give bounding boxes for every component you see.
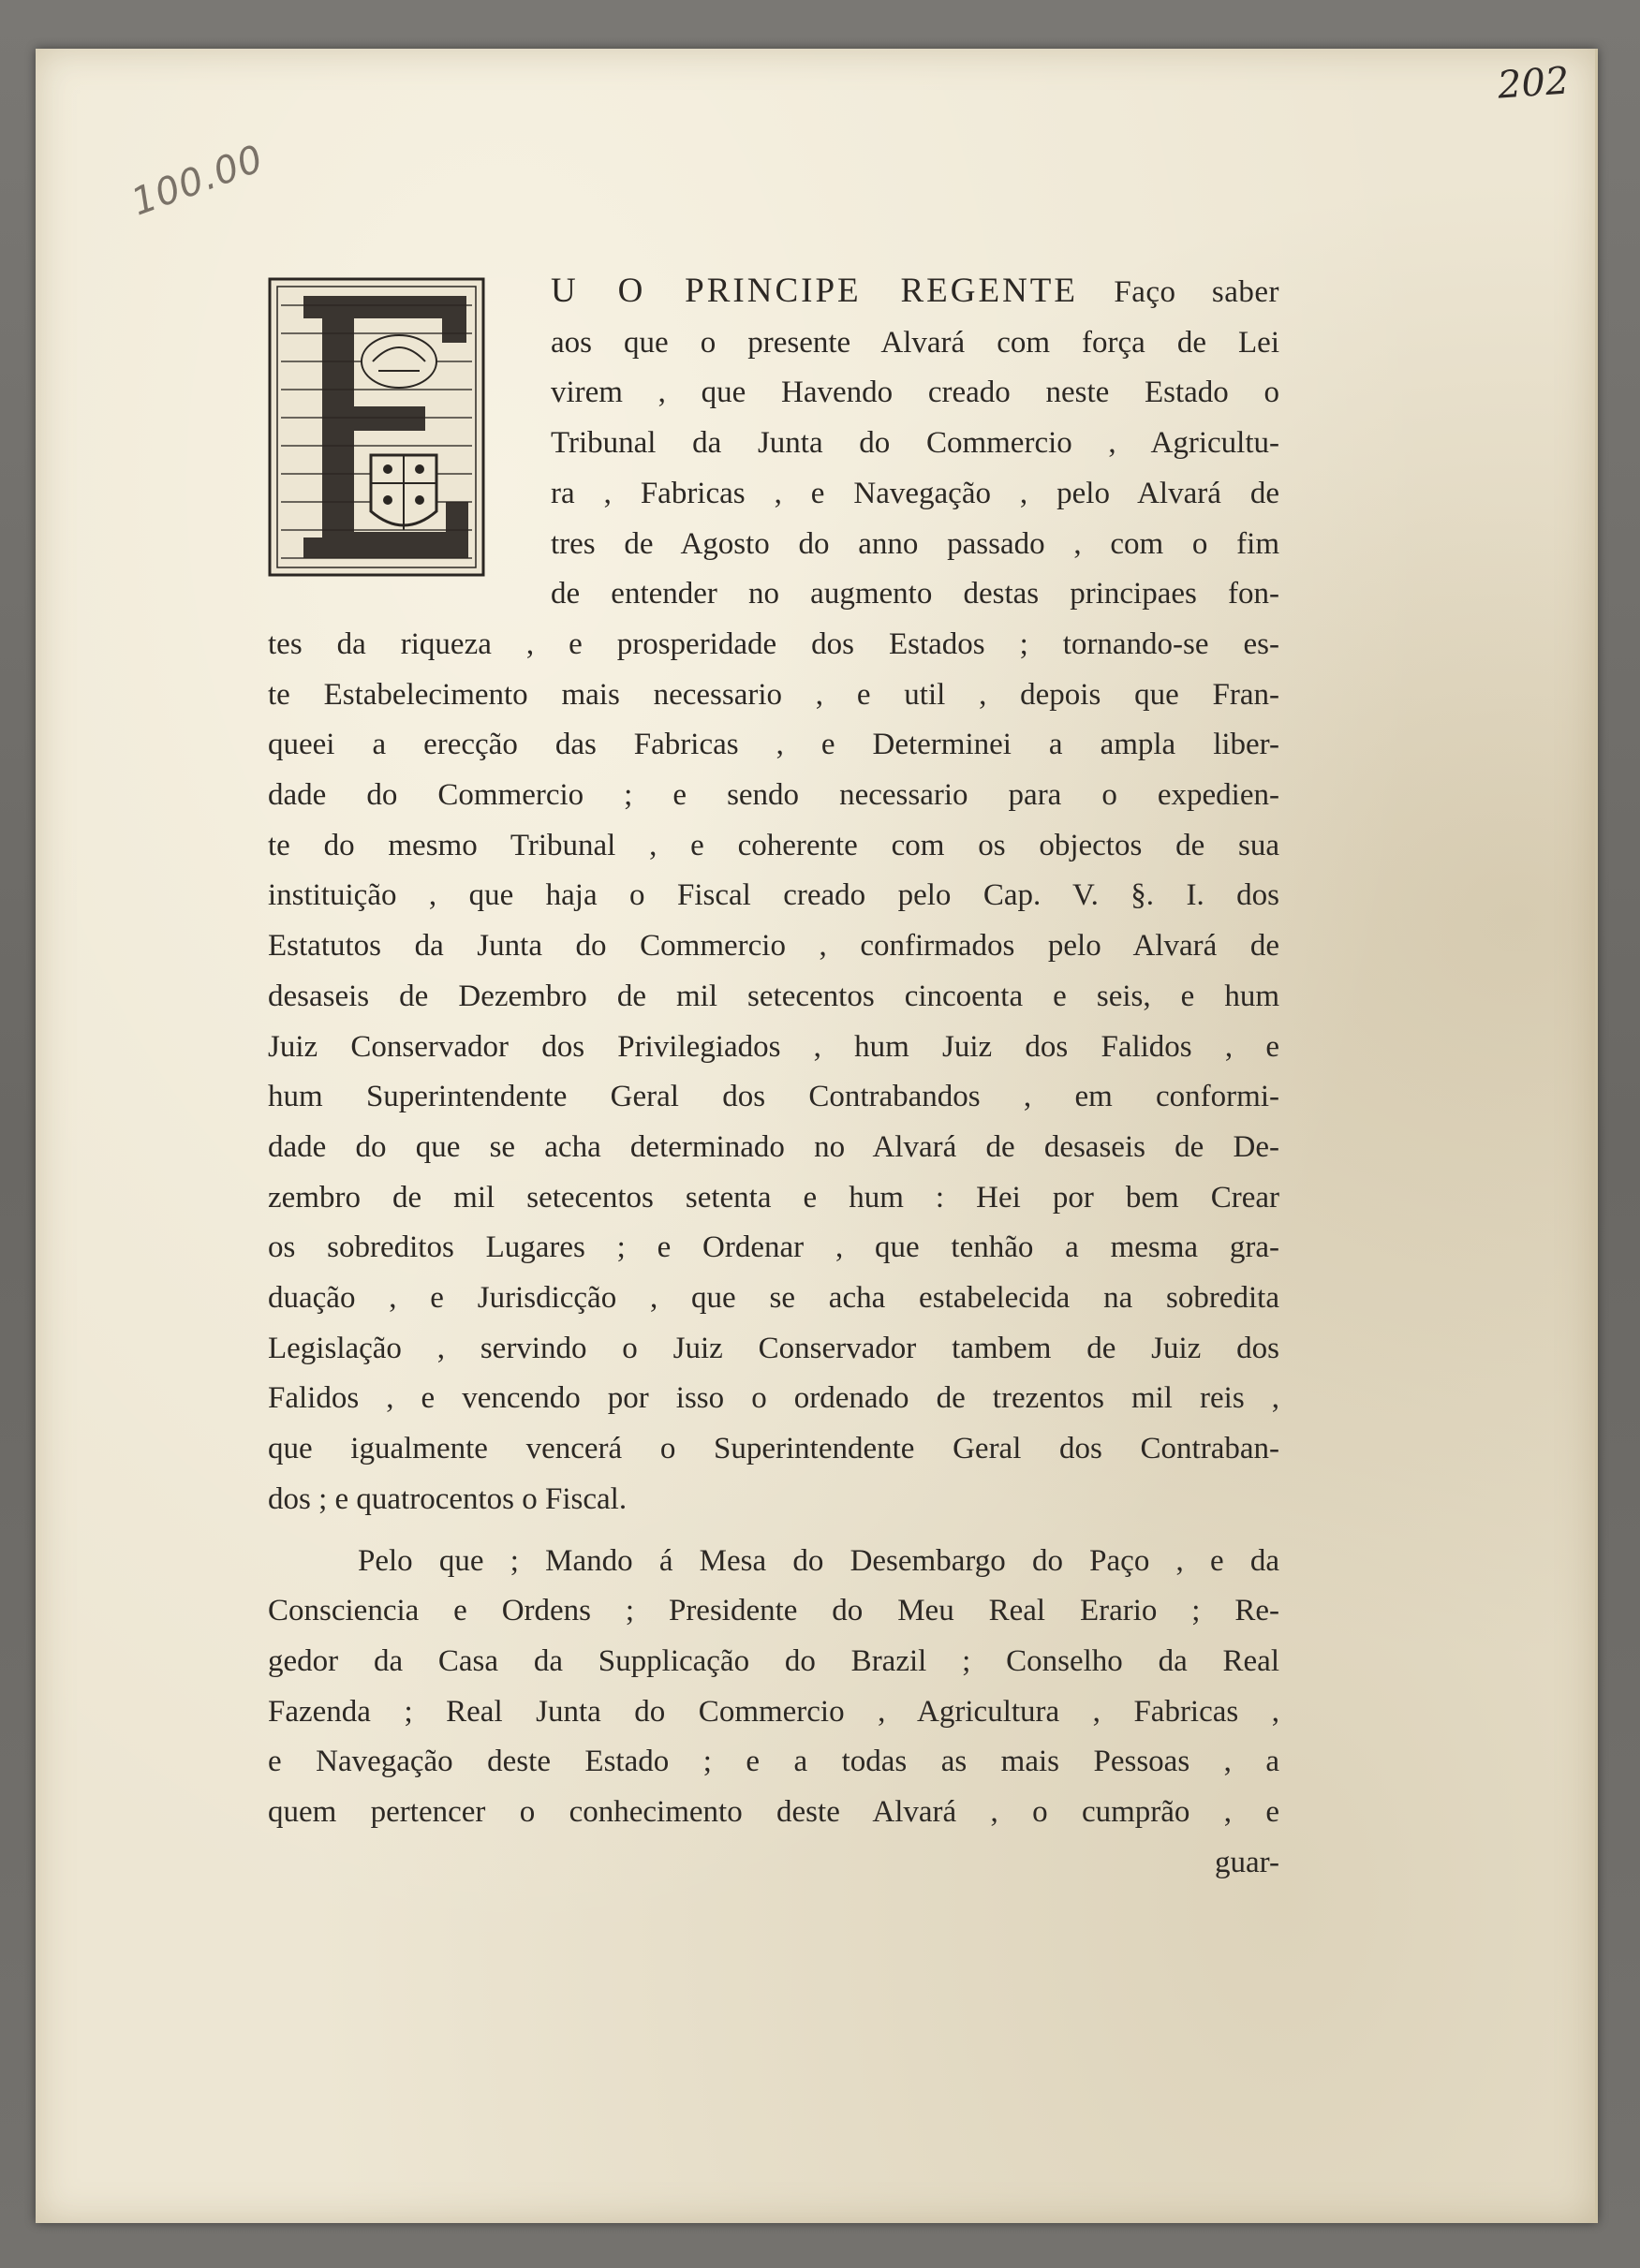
text-line: te do mesmo Tribunal , e coherente com os objectos de sua xyxy=(268,828,1279,862)
text-line: Pelo que ; Mando á Mesa do Desembargo do Paço , e da xyxy=(358,1543,1279,1578)
text-line: U O PRINCIPE REGENTE Faço saber xyxy=(551,272,1279,310)
text-line: Consciencia e Ordens ; Presidente do Meu Real Erario ; Re- xyxy=(268,1594,1279,1628)
folio-number: 202 xyxy=(1496,59,1571,108)
text-line: Fazenda ; Real Junta do Commercio , Agricultura , Fabricas , xyxy=(268,1694,1279,1729)
text-line: Estatutos da Junta do Commercio , confirmados pelo Alvará de xyxy=(268,929,1279,964)
decree-text xyxy=(268,266,1279,1889)
text-line: tes da riqueza , e prosperidade dos Estados ; tornando-se es- xyxy=(268,626,1279,661)
text-line: dade do Commercio ; e sendo necessario para o expedien- xyxy=(268,778,1279,813)
text-line: te Estabelecimento mais necessario , e util , depois que Fran- xyxy=(268,677,1279,712)
text-line: os sobreditos Lugares ; e Ordenar , que tenhão a mesma gra- xyxy=(268,1230,1279,1265)
text-line: de entender no augmento destas principaes fon- xyxy=(551,577,1279,611)
text-line: virem , que Havendo creado neste Estado o xyxy=(551,376,1279,410)
text-line: gedor da Casa da Supplicação do Brazil ; Conselho da Real xyxy=(268,1643,1279,1678)
text-line: que igualmente vencerá o Superintendente Geral dos Contraban- xyxy=(268,1432,1279,1466)
text-line: desaseis de Dezembro de mil setecentos cincoenta e seis, e hum xyxy=(268,979,1279,1013)
text-line: aos que o presente Alvará com força de Lei xyxy=(551,325,1279,360)
pencil-annotation: 100.00 xyxy=(126,137,270,225)
text-line: Falidos , e vencendo por isso o ordenado de trezentos mil reis , xyxy=(268,1381,1279,1416)
text-line: queei a erecção das Fabricas , e Determinei a ampla liber- xyxy=(268,728,1279,762)
text-line: zembro de mil setecentos setenta e hum : Hei por bem Crear xyxy=(268,1180,1279,1215)
text-line: duação , e Jurisdicção , que se acha estabelecida na sobredita xyxy=(268,1281,1279,1316)
text-line: quem pertencer o conhecimento deste Alvará , o cumprão , e xyxy=(268,1795,1279,1830)
text-line: ra , Fabricas , e Navegação , pelo Alvará de xyxy=(551,476,1279,510)
text-line: Tribunal da Junta do Commercio , Agricultu- xyxy=(551,426,1279,461)
text-line: e Navegação deste Estado ; e a todas as mais Pessoas , a xyxy=(268,1745,1279,1779)
text-line: dos ; e quatrocentos o Fiscal. xyxy=(268,1481,628,1516)
text-line: instituição , que haja o Fiscal creado pelo Cap. V. §. I. dos xyxy=(268,878,1279,913)
document-page xyxy=(36,49,1598,2223)
catchword: guar- xyxy=(1215,1845,1279,1879)
text-line: tres de Agosto do anno passado , com o fim xyxy=(551,526,1279,561)
text-line: Legislação , servindo o Juiz Conservador tambem de Juiz dos xyxy=(268,1331,1279,1365)
text-line: Juiz Conservador dos Privilegiados , hum Juiz dos Falidos , e xyxy=(268,1029,1279,1064)
ornamental-drop-cap-icon xyxy=(268,277,485,577)
text-line: hum Superintendente Geral dos Contrabandos , em conformi- xyxy=(268,1080,1279,1114)
text-line: dade do que se acha determinado no Alvará de desaseis de De- xyxy=(268,1129,1279,1164)
